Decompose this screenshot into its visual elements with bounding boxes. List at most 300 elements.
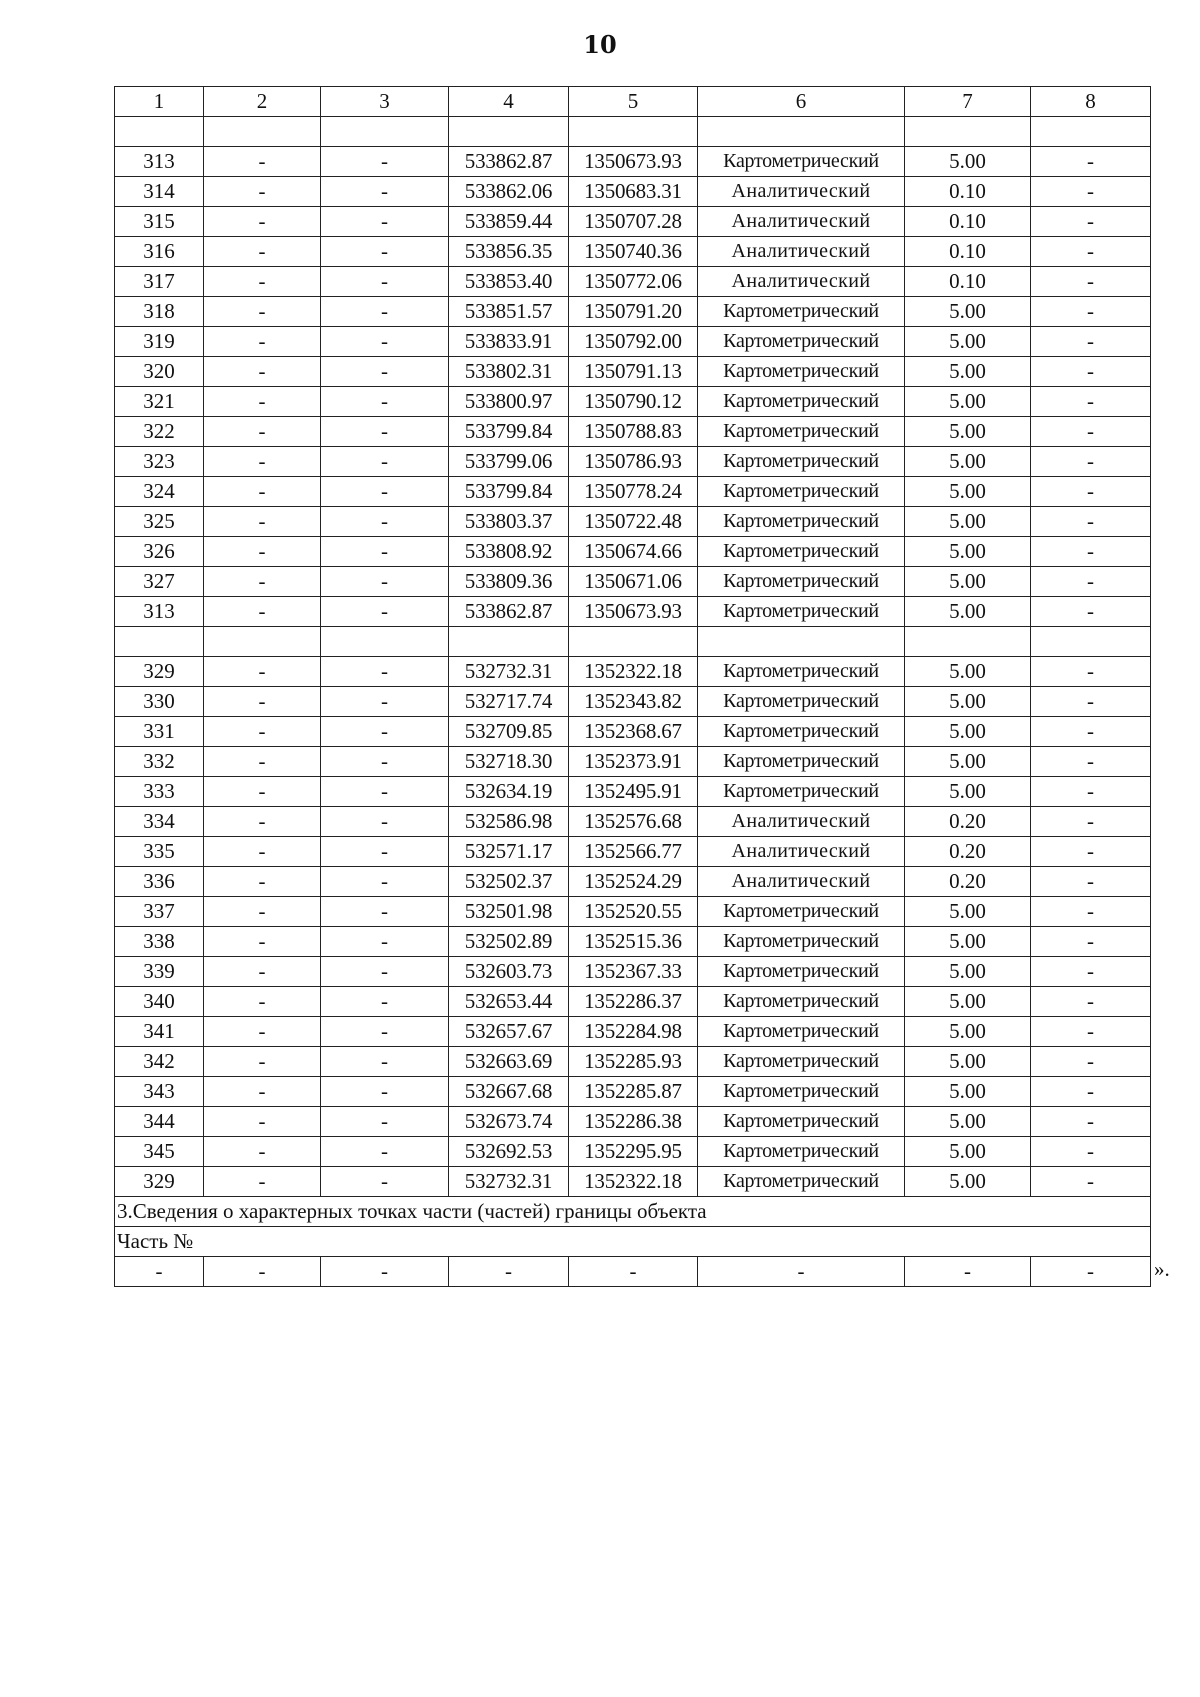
col-2-cell: - [204, 477, 321, 507]
x-coordinate-cell: 533856.35 [449, 237, 569, 267]
method-cell: Картометрический [698, 777, 905, 807]
col-2-cell: - [204, 537, 321, 567]
accuracy-cell: 5.00 [905, 747, 1031, 777]
col-2-cell: - [204, 927, 321, 957]
y-coordinate-cell: 1352367.33 [569, 957, 698, 987]
method-cell: Картометрический [698, 357, 905, 387]
method-cell: Аналитический [698, 807, 905, 837]
part-cell: - [569, 1257, 698, 1287]
col-2-cell: - [204, 447, 321, 477]
accuracy-cell: 5.00 [905, 327, 1031, 357]
page-number: 10 [583, 30, 617, 59]
point-number-cell: 330 [115, 687, 204, 717]
col-3-cell: - [321, 1077, 449, 1107]
accuracy-cell: 5.00 [905, 447, 1031, 477]
col-8-cell: - [1031, 687, 1151, 717]
col-3-cell: - [321, 657, 449, 687]
point-number-cell: 333 [115, 777, 204, 807]
method-cell: Картометрический [698, 1107, 905, 1137]
col-8-cell: - [1031, 927, 1151, 957]
point-number-cell: 339 [115, 957, 204, 987]
col-3-cell: - [321, 807, 449, 837]
y-coordinate-cell: 1352495.91 [569, 777, 698, 807]
col-2-cell: - [204, 357, 321, 387]
empty-cell [569, 117, 698, 147]
table-row [115, 1137, 1151, 1167]
col-3-cell: - [321, 777, 449, 807]
col-3-cell: - [321, 357, 449, 387]
x-coordinate-cell: 532502.89 [449, 927, 569, 957]
method-cell: Картометрический [698, 297, 905, 327]
col-2-cell: - [204, 1137, 321, 1167]
empty-cell [449, 117, 569, 147]
col-3-cell: - [321, 297, 449, 327]
point-number-cell: 336 [115, 867, 204, 897]
accuracy-cell: 0.10 [905, 267, 1031, 297]
accuracy-cell: 5.00 [905, 477, 1031, 507]
method-cell: Картометрический [698, 657, 905, 687]
col-3-cell: - [321, 477, 449, 507]
x-coordinate-cell: 532653.44 [449, 987, 569, 1017]
accuracy-cell: 5.00 [905, 687, 1031, 717]
point-number-cell: 314 [115, 177, 204, 207]
method-cell: Аналитический [698, 867, 905, 897]
method-cell: Картометрический [698, 327, 905, 357]
col-8-cell: - [1031, 207, 1151, 237]
method-cell: Картометрический [698, 387, 905, 417]
col-3-cell: - [321, 927, 449, 957]
point-number-cell: 325 [115, 507, 204, 537]
col-2-cell: - [204, 267, 321, 297]
x-coordinate-cell: 532603.73 [449, 957, 569, 987]
col-3-cell: - [321, 1167, 449, 1197]
col-3-cell: - [321, 717, 449, 747]
y-coordinate-cell: 1352576.68 [569, 807, 698, 837]
col-3-cell: - [321, 537, 449, 567]
col-3-cell: - [321, 147, 449, 177]
empty-cell [1031, 117, 1151, 147]
col-3-cell: - [321, 837, 449, 867]
empty-row [115, 117, 1151, 147]
col-8-cell: - [1031, 147, 1151, 177]
col-8-cell: - [1031, 387, 1151, 417]
table-row [115, 537, 1151, 567]
method-cell: Аналитический [698, 267, 905, 297]
x-coordinate-cell: 532657.67 [449, 1017, 569, 1047]
table-row [115, 417, 1151, 447]
accuracy-cell: 5.00 [905, 897, 1031, 927]
point-number-cell: 313 [115, 597, 204, 627]
y-coordinate-cell: 1350786.93 [569, 447, 698, 477]
y-coordinate-cell: 1352515.36 [569, 927, 698, 957]
x-coordinate-cell: 533862.87 [449, 147, 569, 177]
empty-cell [905, 117, 1031, 147]
x-coordinate-cell: 533859.44 [449, 207, 569, 237]
y-coordinate-cell: 1352520.55 [569, 897, 698, 927]
column-number-header: 4 [449, 87, 569, 117]
empty-row [115, 627, 1151, 657]
accuracy-cell: 5.00 [905, 717, 1031, 747]
col-3-cell: - [321, 207, 449, 237]
col-2-cell: - [204, 897, 321, 927]
point-number-cell: 334 [115, 807, 204, 837]
accuracy-cell: 0.20 [905, 807, 1031, 837]
column-number-header: 6 [698, 87, 905, 117]
point-number-cell: 326 [115, 537, 204, 567]
x-coordinate-cell: 532732.31 [449, 1167, 569, 1197]
col-3-cell: - [321, 1017, 449, 1047]
method-cell: Картометрический [698, 567, 905, 597]
col-2-cell: - [204, 1077, 321, 1107]
point-number-cell: 320 [115, 357, 204, 387]
col-2-cell: - [204, 327, 321, 357]
table-row [115, 237, 1151, 267]
table-row [115, 477, 1151, 507]
col-8-cell: - [1031, 717, 1151, 747]
x-coordinate-cell: 533808.92 [449, 537, 569, 567]
col-3-cell: - [321, 867, 449, 897]
col-2-cell: - [204, 1017, 321, 1047]
col-2-cell: - [204, 657, 321, 687]
empty-cell [569, 627, 698, 657]
method-cell: Аналитический [698, 207, 905, 237]
col-8-cell: - [1031, 1077, 1151, 1107]
y-coordinate-cell: 1350722.48 [569, 507, 698, 537]
point-number-cell: 318 [115, 297, 204, 327]
y-coordinate-cell: 1350791.20 [569, 297, 698, 327]
method-cell: Картометрический [698, 477, 905, 507]
y-coordinate-cell: 1352285.93 [569, 1047, 698, 1077]
col-3-cell: - [321, 1107, 449, 1137]
accuracy-cell: 5.00 [905, 387, 1031, 417]
empty-cell [698, 117, 905, 147]
x-coordinate-cell: 533800.97 [449, 387, 569, 417]
col-3-cell: - [321, 177, 449, 207]
empty-cell [115, 117, 204, 147]
part-number-label: Часть № [115, 1227, 1151, 1257]
y-coordinate-cell: 1350788.83 [569, 417, 698, 447]
x-coordinate-cell: 533862.06 [449, 177, 569, 207]
accuracy-cell: 0.10 [905, 237, 1031, 267]
method-cell: Картометрический [698, 927, 905, 957]
part-row [115, 1257, 1151, 1287]
col-3-cell: - [321, 1137, 449, 1167]
column-number-header: 7 [905, 87, 1031, 117]
point-number-cell: 338 [115, 927, 204, 957]
col-2-cell: - [204, 867, 321, 897]
col-8-cell: - [1031, 987, 1151, 1017]
table-row [115, 1167, 1151, 1197]
empty-cell [698, 627, 905, 657]
accuracy-cell: 5.00 [905, 297, 1031, 327]
point-number-cell: 337 [115, 897, 204, 927]
col-3-cell: - [321, 897, 449, 927]
x-coordinate-cell: 533809.36 [449, 567, 569, 597]
y-coordinate-cell: 1352343.82 [569, 687, 698, 717]
method-cell: Аналитический [698, 177, 905, 207]
accuracy-cell: 0.20 [905, 837, 1031, 867]
x-coordinate-cell: 533862.87 [449, 597, 569, 627]
table-row [115, 387, 1151, 417]
col-8-cell: - [1031, 747, 1151, 777]
x-coordinate-cell: 533799.84 [449, 477, 569, 507]
point-number-cell: 327 [115, 567, 204, 597]
col-2-cell: - [204, 1107, 321, 1137]
y-coordinate-cell: 1352373.91 [569, 747, 698, 777]
col-2-cell: - [204, 177, 321, 207]
y-coordinate-cell: 1352322.18 [569, 657, 698, 687]
table-row [115, 357, 1151, 387]
col-8-cell: - [1031, 447, 1151, 477]
col-8-cell: - [1031, 1137, 1151, 1167]
col-2-cell: - [204, 597, 321, 627]
empty-cell [321, 117, 449, 147]
col-2-cell: - [204, 147, 321, 177]
y-coordinate-cell: 1350791.13 [569, 357, 698, 387]
table-row [115, 837, 1151, 867]
x-coordinate-cell: 532732.31 [449, 657, 569, 687]
accuracy-cell: 5.00 [905, 567, 1031, 597]
method-cell: Картометрический [698, 417, 905, 447]
point-number-cell: 331 [115, 717, 204, 747]
table-row [115, 897, 1151, 927]
method-cell: Картометрический [698, 717, 905, 747]
col-8-cell: - [1031, 297, 1151, 327]
x-coordinate-cell: 532709.85 [449, 717, 569, 747]
method-cell: Картометрический [698, 687, 905, 717]
part-cell: - [1031, 1257, 1151, 1287]
point-number-cell: 321 [115, 387, 204, 417]
y-coordinate-cell: 1352322.18 [569, 1167, 698, 1197]
method-cell: Аналитический [698, 837, 905, 867]
col-8-cell: - [1031, 1107, 1151, 1137]
table-row [115, 327, 1151, 357]
method-cell: Аналитический [698, 237, 905, 267]
col-8-cell: - [1031, 417, 1151, 447]
col-8-cell: - [1031, 267, 1151, 297]
col-3-cell: - [321, 597, 449, 627]
method-cell: Картометрический [698, 147, 905, 177]
accuracy-cell: 5.00 [905, 357, 1031, 387]
table-row [115, 207, 1151, 237]
point-number-cell: 335 [115, 837, 204, 867]
point-number-cell: 329 [115, 1167, 204, 1197]
accuracy-cell: 5.00 [905, 597, 1031, 627]
col-8-cell: - [1031, 177, 1151, 207]
x-coordinate-cell: 532673.74 [449, 1107, 569, 1137]
col-2-cell: - [204, 567, 321, 597]
part-cell: - [905, 1257, 1031, 1287]
col-3-cell: - [321, 987, 449, 1017]
point-number-cell: 341 [115, 1017, 204, 1047]
method-cell: Картометрический [698, 957, 905, 987]
empty-cell [204, 117, 321, 147]
closing-quote: ». [1154, 1257, 1170, 1281]
col-8-cell: - [1031, 807, 1151, 837]
col-3-cell: - [321, 447, 449, 477]
accuracy-cell: 0.10 [905, 207, 1031, 237]
col-8-cell: - [1031, 1017, 1151, 1047]
accuracy-cell: 5.00 [905, 507, 1031, 537]
x-coordinate-cell: 533799.84 [449, 417, 569, 447]
accuracy-cell: 5.00 [905, 147, 1031, 177]
table-row [115, 927, 1151, 957]
col-3-cell: - [321, 237, 449, 267]
col-2-cell: - [204, 717, 321, 747]
part-cell: - [321, 1257, 449, 1287]
point-number-cell: 345 [115, 1137, 204, 1167]
table-row [115, 867, 1151, 897]
column-number-header: 3 [321, 87, 449, 117]
col-2-cell: - [204, 987, 321, 1017]
point-number-cell: 343 [115, 1077, 204, 1107]
column-number-header: 8 [1031, 87, 1151, 117]
col-3-cell: - [321, 567, 449, 597]
point-number-cell: 313 [115, 147, 204, 177]
accuracy-cell: 5.00 [905, 657, 1031, 687]
table-row [115, 1077, 1151, 1107]
accuracy-cell: 5.00 [905, 537, 1031, 567]
col-3-cell: - [321, 1047, 449, 1077]
x-coordinate-cell: 532502.37 [449, 867, 569, 897]
table-row [115, 597, 1151, 627]
accuracy-cell: 5.00 [905, 1047, 1031, 1077]
method-cell: Картометрический [698, 507, 905, 537]
x-coordinate-cell: 532663.69 [449, 1047, 569, 1077]
accuracy-cell: 5.00 [905, 1017, 1031, 1047]
y-coordinate-cell: 1352566.77 [569, 837, 698, 867]
y-coordinate-cell: 1350792.00 [569, 327, 698, 357]
col-2-cell: - [204, 687, 321, 717]
x-coordinate-cell: 532718.30 [449, 747, 569, 777]
table-row [115, 717, 1151, 747]
col-2-cell: - [204, 1047, 321, 1077]
accuracy-cell: 0.20 [905, 867, 1031, 897]
accuracy-cell: 5.00 [905, 777, 1031, 807]
table-row [115, 147, 1151, 177]
y-coordinate-cell: 1350772.06 [569, 267, 698, 297]
table-row [115, 1017, 1151, 1047]
col-2-cell: - [204, 777, 321, 807]
col-8-cell: - [1031, 777, 1151, 807]
x-coordinate-cell: 533799.06 [449, 447, 569, 477]
point-number-cell: 322 [115, 417, 204, 447]
col-8-cell: - [1031, 897, 1151, 927]
col-8-cell: - [1031, 237, 1151, 267]
point-number-cell: 340 [115, 987, 204, 1017]
x-coordinate-cell: 532501.98 [449, 897, 569, 927]
col-2-cell: - [204, 1167, 321, 1197]
table-row [115, 1047, 1151, 1077]
coordinates-table [114, 86, 1151, 1287]
col-2-cell: - [204, 807, 321, 837]
x-coordinate-cell: 532667.68 [449, 1077, 569, 1107]
table-row [115, 267, 1151, 297]
table-row [115, 747, 1151, 777]
part-cell: - [449, 1257, 569, 1287]
method-cell: Картометрический [698, 1017, 905, 1047]
accuracy-cell: 5.00 [905, 1107, 1031, 1137]
col-2-cell: - [204, 387, 321, 417]
empty-cell [905, 627, 1031, 657]
table-row [115, 777, 1151, 807]
method-cell: Картометрический [698, 747, 905, 777]
x-coordinate-cell: 533803.37 [449, 507, 569, 537]
y-coordinate-cell: 1350790.12 [569, 387, 698, 417]
col-3-cell: - [321, 327, 449, 357]
col-8-cell: - [1031, 1047, 1151, 1077]
point-number-cell: 319 [115, 327, 204, 357]
col-8-cell: - [1031, 837, 1151, 867]
table-row [115, 657, 1151, 687]
empty-cell [115, 627, 204, 657]
col-8-cell: - [1031, 597, 1151, 627]
part-cell: - [204, 1257, 321, 1287]
col-2-cell: - [204, 237, 321, 267]
method-cell: Картометрический [698, 1167, 905, 1197]
x-coordinate-cell: 532692.53 [449, 1137, 569, 1167]
point-number-cell: 315 [115, 207, 204, 237]
col-3-cell: - [321, 267, 449, 297]
method-cell: Картометрический [698, 447, 905, 477]
method-cell: Картометрический [698, 537, 905, 567]
col-3-cell: - [321, 747, 449, 777]
column-number-header: 2 [204, 87, 321, 117]
table-row [115, 567, 1151, 597]
accuracy-cell: 5.00 [905, 927, 1031, 957]
y-coordinate-cell: 1350673.93 [569, 147, 698, 177]
col-8-cell: - [1031, 537, 1151, 567]
table-row [115, 807, 1151, 837]
y-coordinate-cell: 1352286.38 [569, 1107, 698, 1137]
y-coordinate-cell: 1350671.06 [569, 567, 698, 597]
col-2-cell: - [204, 417, 321, 447]
y-coordinate-cell: 1352284.98 [569, 1017, 698, 1047]
col-2-cell: - [204, 747, 321, 777]
col-8-cell: - [1031, 657, 1151, 687]
col-2-cell: - [204, 207, 321, 237]
table-row [115, 1107, 1151, 1137]
header-row [115, 87, 1151, 117]
col-3-cell: - [321, 957, 449, 987]
y-coordinate-cell: 1352295.95 [569, 1137, 698, 1167]
empty-cell [204, 627, 321, 657]
method-cell: Картометрический [698, 1137, 905, 1167]
y-coordinate-cell: 1352286.37 [569, 987, 698, 1017]
accuracy-cell: 5.00 [905, 1077, 1031, 1107]
accuracy-cell: 0.10 [905, 177, 1031, 207]
col-3-cell: - [321, 687, 449, 717]
method-cell: Картометрический [698, 1047, 905, 1077]
section-3-title: 3.Сведения о характерных точках части (частей) границы объекта [115, 1197, 1151, 1227]
point-number-cell: 324 [115, 477, 204, 507]
y-coordinate-cell: 1352524.29 [569, 867, 698, 897]
section-3-row [115, 1197, 1151, 1227]
empty-cell [321, 627, 449, 657]
col-3-cell: - [321, 387, 449, 417]
table-row [115, 687, 1151, 717]
y-coordinate-cell: 1350740.36 [569, 237, 698, 267]
x-coordinate-cell: 532717.74 [449, 687, 569, 717]
table-row [115, 507, 1151, 537]
y-coordinate-cell: 1350778.24 [569, 477, 698, 507]
x-coordinate-cell: 532586.98 [449, 807, 569, 837]
empty-cell [1031, 627, 1151, 657]
col-2-cell: - [204, 957, 321, 987]
y-coordinate-cell: 1352285.87 [569, 1077, 698, 1107]
table-row [115, 447, 1151, 477]
part-cell: - [115, 1257, 204, 1287]
